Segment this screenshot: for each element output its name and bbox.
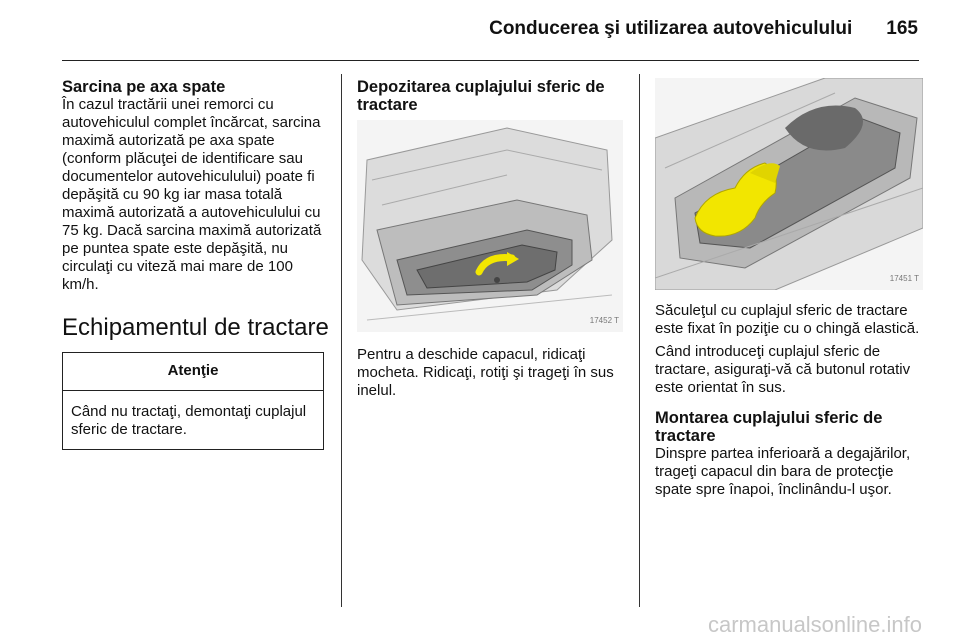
mounting-heading: Montarea cuplajului sferic de tractare bbox=[655, 409, 883, 445]
column-3 bbox=[655, 78, 923, 499]
bag-text: Săculeţul cu cuplajul sferic de tractare este fixat în poziţie cu o chingă elastică. bbox=[655, 302, 920, 337]
column-divider-1 bbox=[341, 74, 342, 607]
header-rule bbox=[62, 60, 919, 61]
warning-title: Atenţie bbox=[63, 353, 323, 391]
figure-number: 17452 T bbox=[589, 316, 619, 325]
mounting-text: Dinspre partea inferioară a degajărilor, trageţi capacul din bara de protecţie spate spre înapoi, înclinându-l uşor. bbox=[655, 445, 911, 498]
storage-heading: Depozitarea cuplajului sferic de tractare bbox=[357, 78, 605, 114]
page-title: Conducerea şi utilizarea autovehiculului bbox=[489, 18, 853, 39]
warning-box bbox=[62, 352, 324, 450]
tow-ball-bag-illustration bbox=[655, 78, 923, 290]
watermark: carmanualsonline.info bbox=[707, 612, 922, 637]
column-2 bbox=[357, 78, 627, 400]
rear-axle-text: În cazul tractării unei remorci cu autovehiculul complet încărcat, sarcina maximă autorizată pe axa spate (conform plăcuţei de identificare sau documentelor autovehiculului) poate fi depăşită cu 90 kg iar masa totală maximă autorizată a autovehiculului cu 75 kg. Dacă sarcina maximă autorizată pe puntea spate este depăşită, nu circulaţi cu viteză mai mare de 100 km/h. bbox=[62, 96, 322, 293]
towing-section-title: Echipamentul de tractare bbox=[62, 314, 329, 341]
storage-text: Pentru a deschide capacul, ridicaţi mocheta. Ridicaţi, rotiţi şi trageţi în sus inelul. bbox=[357, 346, 614, 399]
page-number: 165 bbox=[886, 18, 918, 39]
warning-text: Când nu tractaţi, demontaţi cuplajul sferic de tractare. bbox=[71, 403, 307, 438]
knob-text: Când introduceţi cuplajul sferic de tractare, asiguraţi-vă că butonul rotativ este orientat în sus. bbox=[655, 343, 911, 396]
page-header bbox=[0, 18, 918, 40]
figure-number: 17451 T bbox=[889, 274, 919, 283]
trunk-floor-illustration bbox=[357, 120, 623, 332]
column-divider-2 bbox=[639, 74, 640, 607]
column-1 bbox=[62, 78, 332, 450]
rear-axle-heading: Sarcina pe axa spate bbox=[62, 78, 226, 96]
